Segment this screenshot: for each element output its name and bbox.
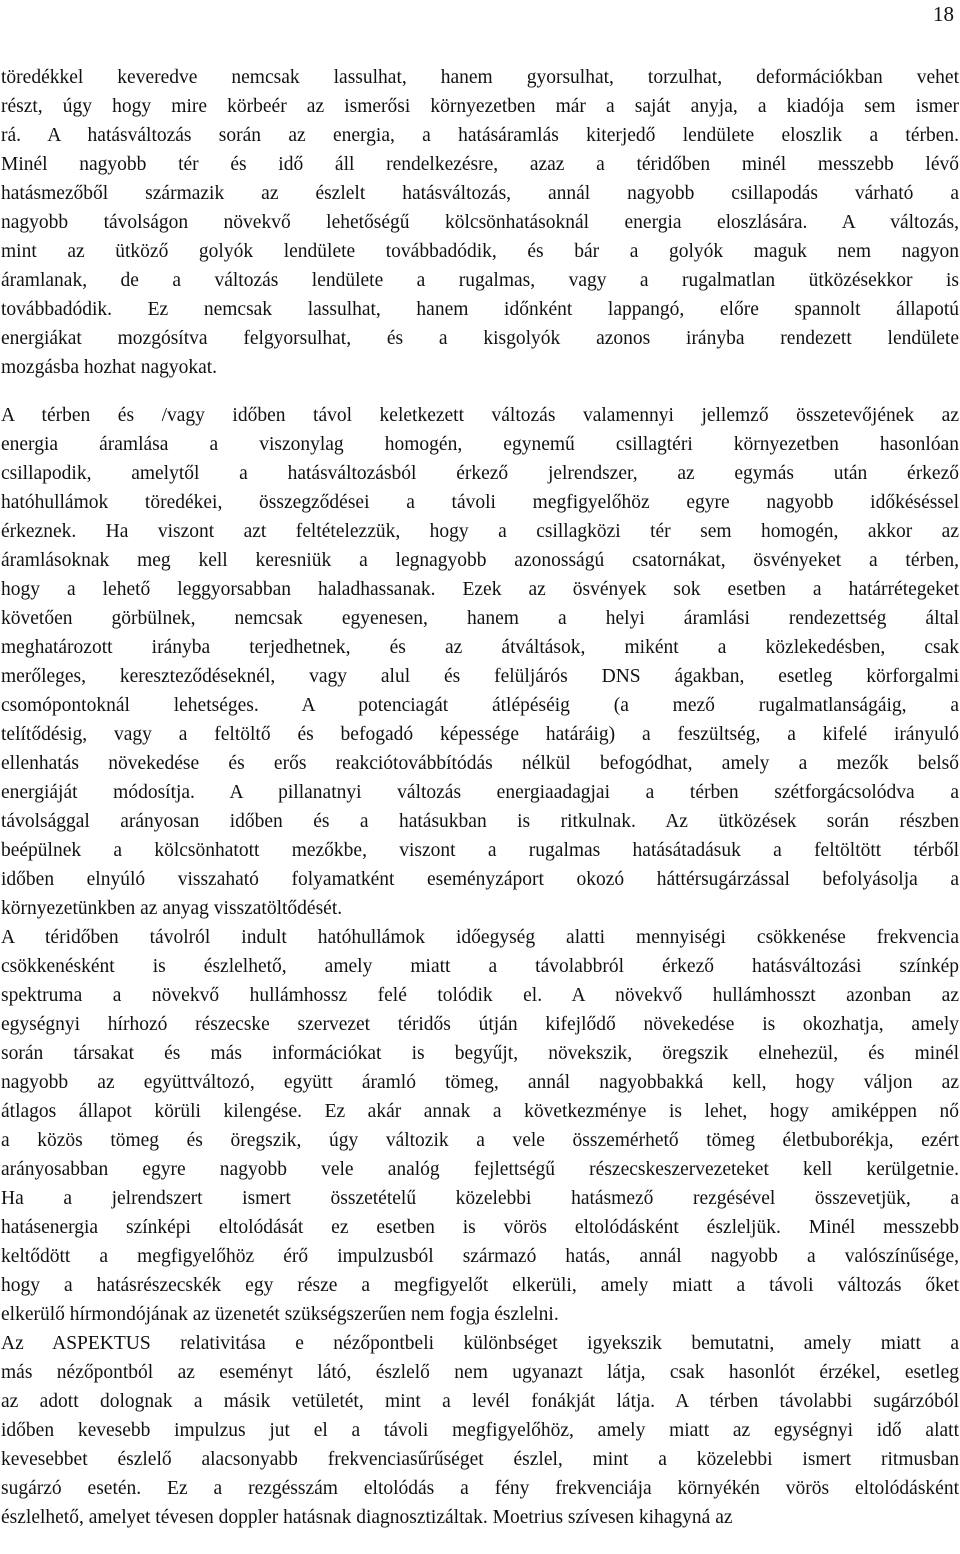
text-line: a közös tömeg és öregszik, úgy változik a vele összemérhető tömeg életbuborékja, ezért	[1, 1130, 959, 1151]
text-line: részt, úgy hogy mire körbeér az ismerősi környezetben már a saját anyja, a kiadója sem ismer	[1, 96, 959, 117]
text-line: telítődésig, vagy a feltöltő és befogadó képessége határáig) a feszültség, a kifelé irányuló	[1, 724, 959, 745]
text-line: A téridőben távolról indult hatóhullámok időegység alatti mennyiségi csökkenése frekvencia	[1, 927, 959, 948]
text-line: keltődött a megfigyelőhöz érő impulzusból származó hatás, annál nagyobb a valószínűsége,	[1, 1246, 959, 1267]
text-line: kevesebbet észlelő alacsonyabb frekvenciasűrűséget észlel, mint a közelebbi ismert ritmusban	[1, 1449, 959, 1470]
text-line: spektruma a növekvő hullámhossz felé tolódik el. A növekvő hullámhosszt azonban az	[1, 985, 959, 1006]
text-line: hatóhullámok töredékei, összegződései a távoli megfigyelőhöz egyre nagyobb időkéséssel	[1, 492, 959, 513]
text-line: hogy a hatásrészecskék egy része a megfigyelőt elkerüli, amely miatt a távoli változás őket	[1, 1275, 959, 1296]
text-line: során társakat és más információkat is begyűjt, növekszik, öregszik elnehezül, és minél	[1, 1043, 959, 1064]
text-line: követően görbülnek, nemcsak egyenesen, hanem a helyi áramlási rendezettség által	[1, 608, 959, 629]
text-line: energiáját módosítja. A pillanatnyi változás energiaadagjai a térben szétforgácsolódva a	[1, 782, 959, 803]
text-line: hogy a lehető leggyorsabban haladhassanak. Ezek az ösvények sok esetben a határrétegeket	[1, 579, 959, 600]
text-line: hatásenergia színképi eltolódását ez esetben is vörös eltolódásként észleljük. Minél messzebb	[1, 1217, 959, 1238]
text-line: energiákat mozgósítva felgyorsulhat, és a kisgolyók azonos irányba rendezett lendülete	[1, 328, 959, 349]
text-line: környezetünkben az anyag visszatöltődését.	[1, 898, 343, 919]
page-number: 18	[933, 2, 954, 26]
text-line: Minél nagyobb tér és idő áll rendelkezésre, azaz a téridőben minél messzebb lévő	[1, 154, 959, 175]
text-line: energia áramlása a viszonylag homogén, egynemű csillagtéri környezetben hasonlóan	[1, 434, 959, 455]
text-line: meghatározott irányba terjedhetnek, és az átváltások, miként a közlekedésben, csak	[1, 637, 959, 658]
text-line: Ha a jelrendszert ismert összetételű közelebbi hatásmező rezgésével összevetjük, a	[1, 1188, 959, 1209]
text-line: ellenhatás növekedése és erős reakciótovábbítódás nélkül befogódhat, amely a mezők belső	[1, 753, 959, 774]
text-line: távolsággal arányosan időben és a hatásukban is ritkulnak. Az ütközések során részben	[1, 811, 959, 832]
text-line: egységnyi hírhozó részecske szervezet téridős útján kifejlődő növekedése is okozhatja, amely	[1, 1014, 959, 1035]
text-line: arányosabban egyre nagyobb vele analóg fejlettségű részecskeszervezeteket kell kerülgetnie.	[1, 1159, 959, 1180]
paragraph-2	[1, 401, 959, 923]
text-line: érkeznek. Ha viszont azt feltételezzük, hogy a csillagközi tér sem homogén, akkor az	[1, 521, 959, 542]
text-line: más nézőpontból az eseményt látó, észlelő nem ugyanazt látja, csak hasonlót érzékel, esetleg	[1, 1362, 959, 1383]
document-body	[1, 63, 959, 1532]
text-line: hatásmezőből származik az észlelt hatásváltozás, annál nagyobb csillapodás várható a	[1, 183, 959, 204]
text-line: mint az ütköző golyók lendülete továbbadódik, és bár a golyók maguk nem nagyon	[1, 241, 959, 262]
text-line: továbbadódik. Ez nemcsak lassulhat, hanem időnként lappangó, előre spannolt állapotú	[1, 299, 959, 320]
text-line: A térben és /vagy időben távol keletkezett változás valamennyi jellemző összetevőjének az	[1, 405, 959, 426]
paragraph-4	[1, 1329, 959, 1532]
text-line: Az ASPEKTUS relativitása e nézőpontbeli különbséget igyekszik bemutatni, amely miatt a	[1, 1333, 959, 1354]
text-line: töredékkel keveredve nemcsak lassulhat, hanem gyorsulhat, torzulhat, deformációkban vehet	[1, 67, 959, 88]
text-line: időben elnyúló visszaható folyamatként eseményzáport okozó háttérsugárzással befolyásolja a	[1, 869, 959, 890]
paragraph-3	[1, 923, 959, 1329]
text-line: elkerülő hírmondójának az üzenetét szükségszerűen nem fogja észlelni.	[1, 1304, 559, 1325]
text-line: csillapodik, amelytől a hatásváltozásból érkező jelrendszer, az egymás után érkező	[1, 463, 959, 484]
text-line: mozgásba hozhat nagyokat.	[1, 357, 218, 378]
text-line: az adott dolognak a másik vetületét, mint a levél fonákját látja. A térben távolabbi sugárzóból	[1, 1391, 959, 1412]
text-line: átlagos állapot körüli kilengése. Ez akár annak a következménye is lehet, hogy amiképpen nő	[1, 1101, 959, 1122]
text-line: áramlanak, de a változás lendülete a rugalmas, vagy a rugalmatlan ütközésekkor is	[1, 270, 959, 291]
text-line: észlelhető, amelyet tévesen doppler hatásnak diagnosztizáltak. Moetrius szívesen kihagyná az	[1, 1507, 733, 1528]
text-line: sugárzó esetén. Ez a rezgésszám eltolódás a fény frekvenciája környékén vörös eltolódásként	[1, 1478, 959, 1499]
text-line: áramlásoknak meg kell keresniük a legnagyobb azonosságú csatornákat, ösvényeket a térben,	[1, 550, 959, 571]
text-line: beépülnek a kölcsönhatott mezőkbe, viszont a rugalmas hatásátadásuk a feltöltött térből	[1, 840, 959, 861]
text-line: csökkenésként is észlelhető, amely miatt a távolabbról érkező hatásváltozási színkép	[1, 956, 959, 977]
paragraph-1	[1, 63, 959, 382]
text-line: merőleges, kereszteződéseknél, vagy alul és felüljárós DNS ágakban, esetleg körforgalmi	[1, 666, 959, 687]
text-line: rá. A hatásváltozás során az energia, a hatásáramlás kiterjedő lendülete eloszlik a térben.	[1, 125, 959, 146]
text-line: csomópontoknál lehetséges. A potenciagát átlépéséig (a mező rugalmatlanságáig, a	[1, 695, 959, 716]
text-line: nagyobb távolságon növekvő lehetőségű kölcsönhatásoknál energia eloszlására. A változás,	[1, 212, 959, 233]
text-line: nagyobb az együttváltozó, együtt áramló tömeg, annál nagyobbakká kell, hogy váljon az	[1, 1072, 959, 1093]
text-line: időben kevesebb impulzus jut el a távoli megfigyelőhöz, amely miatt az egységnyi idő alatt	[1, 1420, 959, 1441]
